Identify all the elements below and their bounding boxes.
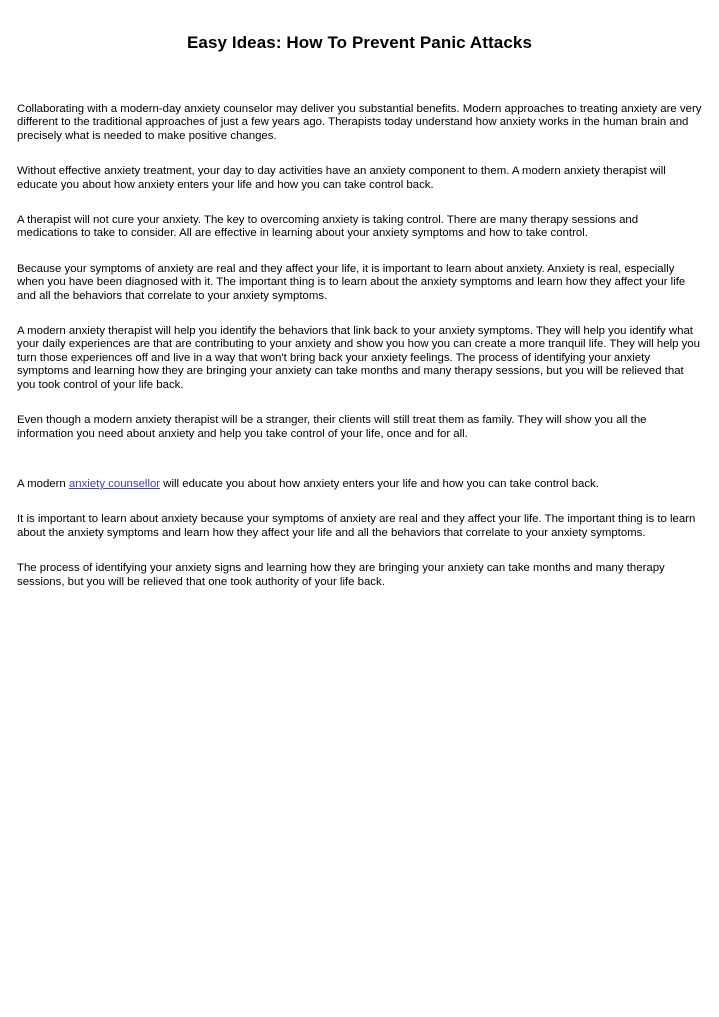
paragraph-7 (17, 478, 702, 491)
paragraph-8: It is important to learn about anxiety because your symptoms of anxiety are real and they affect your life. The important thing is to learn about the anxiety symptoms and learn how they affect your life and all the behaviors that correlate to your anxiety symptoms. (17, 513, 696, 539)
paragraph-5: A modern anxiety therapist will help you identify the behaviors that link back to your anxiety symptoms. They will help you identify what your daily experiences are that are contributing to your anxiety and show you how you can create a more tranquil life. They will help you turn those experiences off and live in a way that won't bring back your anxiety feelings. The process of identifying your anxiety symptoms and learning how they are bringing your anxiety can take months and many therapy sessions, but you will be relieved that you took control of your life back. (17, 325, 700, 391)
document-body (17, 103, 702, 589)
paragraph-7-after: will educate you about how anxiety enters your life and how you can take control back. (160, 477, 599, 490)
paragraph-9: The process of identifying your anxiety signs and learning how they are bringing your anxiety can take months and many therapy sessions, but you will be relieved that one took authority of your life back. (17, 562, 665, 588)
paragraph-3: A therapist will not cure your anxiety. The key to overcoming anxiety is taking control. There are many therapy sessions and medications to take to consider. All are effective in learning about your anxiety symptoms and how to take control. (17, 214, 639, 240)
paragraph-2: Without effective anxiety treatment, your day to day activities have an anxiety component to them. A modern anxiety therapist will educate you about how anxiety enters your life and how you can take control back. (17, 165, 666, 191)
anxiety-counsellor-link[interactable]: anxiety counsellor (68, 477, 161, 490)
paragraph-4: Because your symptoms of anxiety are real and they affect your life, it is important to learn about anxiety. Anxiety is real, especially when you have been diagnosed with it. The important thing is to learn about the anxiety symptoms and learn how they affect your life and all the behaviors that correlate to your anxiety symptoms. (17, 262, 686, 302)
paragraph-7-before: A modern (17, 477, 69, 490)
paragraph-1: Collaborating with a modern-day anxiety counselor may deliver you substantial benefits. Modern approaches to treating anxiety are very different to the traditional approaches of just a few years ago. Therapists today understand how anxiety works in the human brain and precisely what is needed to make positive changes. (17, 103, 702, 142)
page-title: Easy Ideas: How To Prevent Panic Attacks (186, 33, 533, 52)
paragraph-6: Even though a modern anxiety therapist will be a stranger, their clients will still treat them as family. They will show you all the information you need about anxiety and help you take control of your life, once and for all. (17, 414, 647, 440)
